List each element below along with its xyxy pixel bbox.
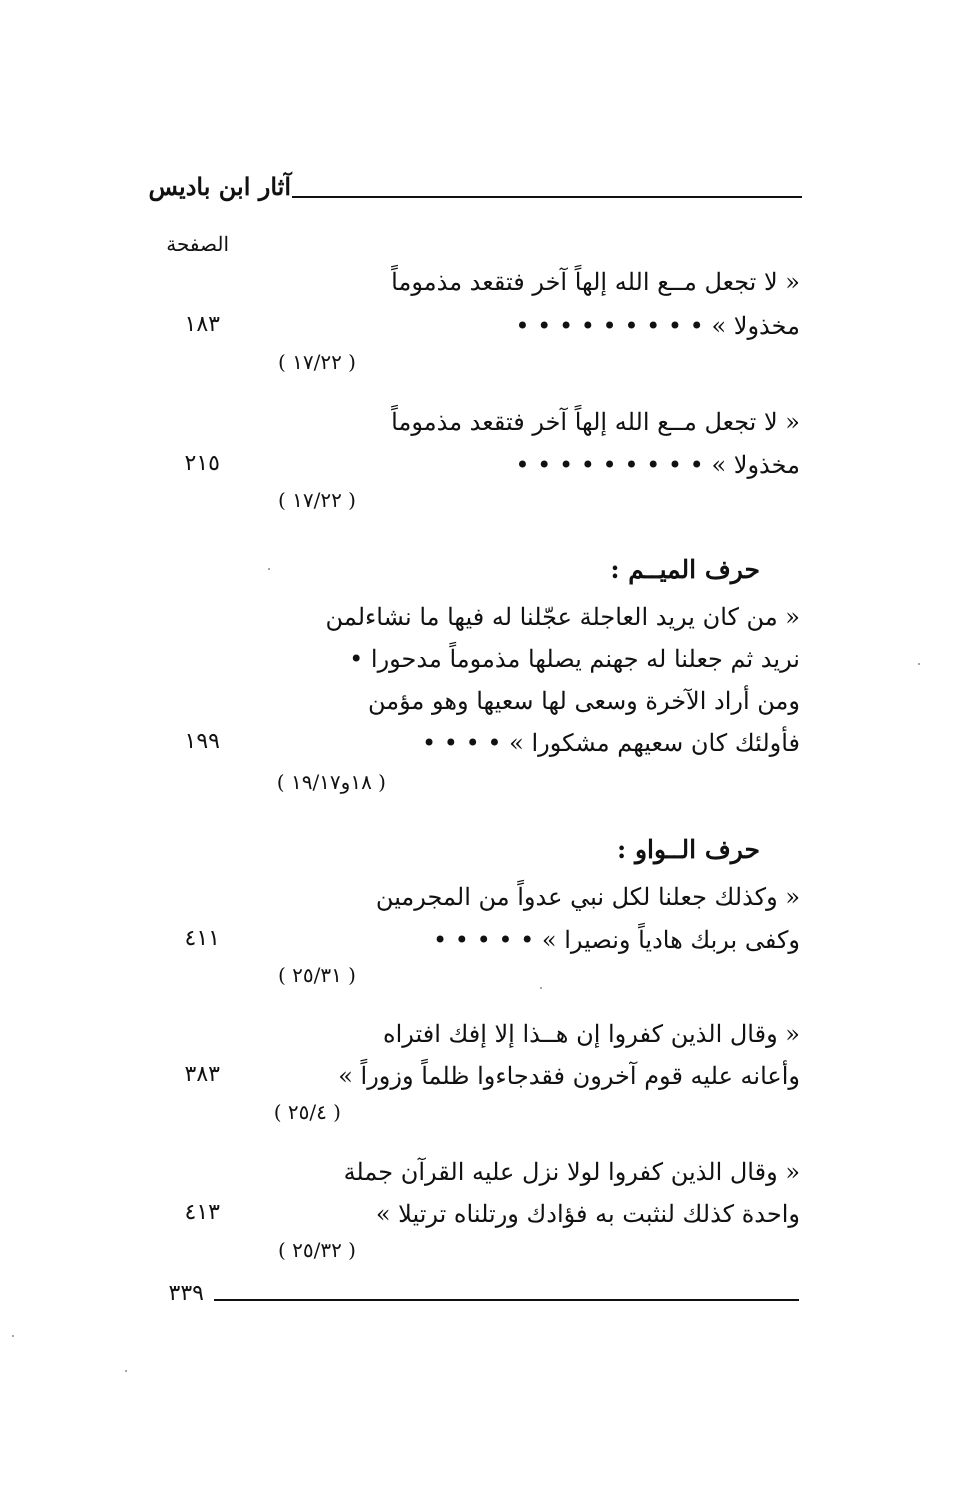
verse-line: « وكذلك جعلنا لكل نبي عدواً من المجرمين [375, 883, 800, 911]
verse-line: « وقال الذين كفروا لولا نزل عليه القرآن جملة [343, 1158, 800, 1186]
verse-line: « لا تجعل مــع الله إلهاً آخر فتقعد مذموماً [391, 408, 800, 436]
page-number: ٢١٥ [184, 451, 220, 476]
scan-speck [12, 1335, 14, 1337]
section-heading: حرف الميــم : [610, 555, 760, 584]
section-heading: حرف الــواو : [617, 835, 760, 864]
scan-speck [268, 568, 270, 570]
verse-line: « وقال الذين كفروا إن هــذا إلا إفك افتراه [383, 1020, 800, 1048]
verse-line: نريد ثم جعلنا له جهنم يصلها مذموماً مدحورا • [349, 645, 800, 673]
page-number: ٤١٣ [184, 1200, 220, 1225]
verse-reference: ( ١٧/٢٢ ) [277, 488, 356, 512]
verse-reference: ( ١٨و١٩/١٧ ) [276, 770, 386, 794]
header-rule [292, 196, 802, 198]
footer-rule [214, 1299, 799, 1301]
verse-line: مخذولا » • • • • • • • • • [515, 312, 800, 340]
page-column-label: الصفحة [166, 232, 229, 256]
page-number: ١٨٣ [184, 312, 220, 337]
scan-speck [540, 987, 542, 989]
verse-line: فأولئك كان سعيهم مشكورا » • • • • [422, 729, 800, 757]
running-header-title: آثار ابن باديس [148, 172, 291, 201]
verse-line: مخذولا » • • • • • • • • • [515, 451, 800, 479]
verse-line: واحدة كذلك لنثبت به فؤادك ورتلناه ترتيلا » [375, 1200, 800, 1228]
page-number: ١٩٩ [184, 729, 220, 754]
page-number: ٣٨٣ [184, 1062, 220, 1087]
verse-line: « لا تجعل مــع الله إلهاً آخر فتقعد مذموماً [391, 268, 800, 296]
verse-line: « من كان يريد العاجلة عجّلنا له فيها ما نشاءلمن [325, 603, 800, 631]
verse-line: ومن أراد الآخرة وسعى لها سعيها وهو مؤمن [367, 687, 800, 715]
verse-reference: ( ٢٥/٣١ ) [277, 963, 356, 987]
footer-page-number: ٣٣٩ [168, 1281, 204, 1306]
verse-line: وأعانه عليه قوم آخرون فقدجاءوا ظلماً وزوراً » [338, 1062, 800, 1090]
verse-line: وكفى بربك هادياً ونصيرا » • • • • • [433, 926, 800, 954]
page-number: ٤١١ [184, 926, 220, 951]
verse-reference: ( ٢٥/٤ ) [273, 1100, 341, 1124]
verse-reference: ( ١٧/٢٢ ) [277, 350, 356, 374]
scan-speck [918, 663, 920, 665]
scan-speck [125, 1370, 127, 1372]
verse-reference: ( ٢٥/٣٢ ) [277, 1238, 356, 1262]
